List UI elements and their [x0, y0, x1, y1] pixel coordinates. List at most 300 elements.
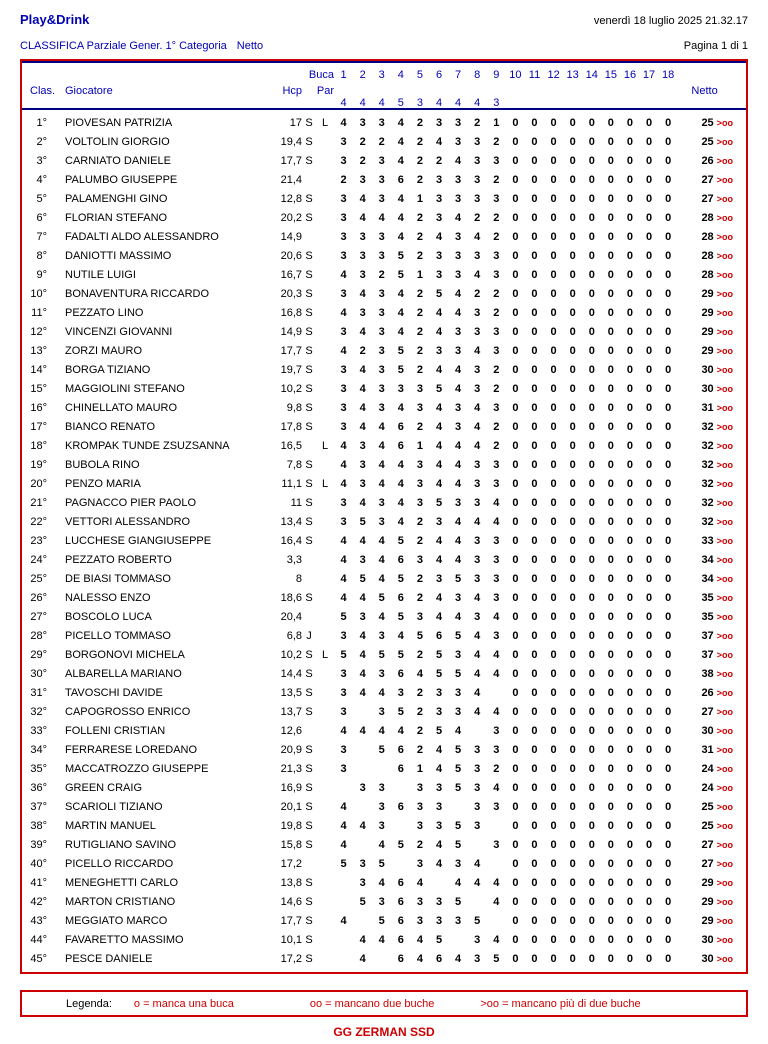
hole-score-cell: 4	[397, 458, 404, 471]
hole-score-cell: 4	[474, 648, 481, 661]
hole-score-cell: 0	[512, 249, 519, 262]
hole-score-cell: 0	[569, 477, 576, 490]
hole-score-cell: 3	[435, 572, 443, 585]
hole-score-cell: 4	[474, 420, 481, 433]
player-row	[22, 911, 746, 930]
hole-score-cell: 0	[645, 363, 653, 376]
hole-score-cell: 3	[474, 610, 481, 623]
hole-score-cell: 0	[531, 610, 538, 623]
hole-score-cell: 4	[359, 496, 366, 509]
missing-holes-flag: >oo	[716, 497, 733, 508]
rank-cell: 6°	[36, 211, 47, 224]
buca-label: Buca	[308, 69, 334, 81]
category-s-cell: S	[305, 344, 313, 357]
hole-score-cell: 0	[645, 401, 653, 414]
hole-score-cell: 4	[340, 458, 347, 471]
hcp-cell: 13,7	[280, 705, 302, 718]
hole-score-cell: 6	[435, 629, 443, 642]
hole-score-cell: 0	[645, 173, 653, 186]
category-s-cell: S	[305, 363, 313, 376]
hole-score-cell: 2	[359, 154, 366, 167]
category-s-cell: S	[305, 154, 313, 167]
hcp-cell: 10,2	[280, 648, 302, 661]
hole-score-cell: 0	[588, 420, 595, 433]
hole-score-cell: 3	[455, 686, 462, 699]
rank-cell: 4°	[36, 173, 47, 186]
hole-score-cell: 0	[626, 933, 634, 946]
hole-score-cell: 0	[569, 819, 576, 832]
hcp-column-label: Hcp	[282, 85, 302, 97]
hole-score-cell: 3	[474, 933, 481, 946]
hole-score-cell: 0	[626, 401, 634, 414]
player-name-cell: PENZO MARIA	[65, 477, 141, 490]
category-s-cell: S	[305, 268, 313, 281]
player-name-cell: ZORZI MAURO	[65, 344, 142, 357]
hole-score-cell: 4	[435, 230, 443, 243]
hole-score-cell: 4	[474, 230, 481, 243]
hole-score-cell: 2	[416, 515, 423, 528]
hole-score-cell: 3	[455, 496, 462, 509]
par-value-header: 3	[416, 97, 423, 109]
netto-value-cell: 27	[701, 173, 714, 186]
hole-score-cell: 5	[455, 895, 462, 908]
hole-score-cell: 3	[455, 116, 462, 129]
footer-club-name: GG ZERMAN SSD	[333, 1025, 435, 1039]
hole-score-cell: 0	[512, 496, 519, 509]
sub-header	[20, 40, 748, 52]
hole-score-cell: 0	[665, 287, 672, 300]
hole-score-cell: 2	[493, 306, 500, 319]
player-name-cell: VETTORI ALESSANDRO	[65, 515, 191, 528]
hole-score-cell: 4	[340, 914, 347, 927]
hole-score-cell: 0	[645, 876, 653, 889]
hole-score-cell: 3	[378, 173, 385, 186]
hole-score-cell: 5	[474, 914, 481, 927]
hole-score-cell: 6	[397, 553, 404, 566]
hole-score-cell: 3	[455, 173, 462, 186]
player-name-cell: CHINELLATO MAURO	[65, 401, 178, 414]
player-name-cell: FOLLENI CRISTIAN	[65, 724, 166, 737]
hole-score-cell: 0	[626, 705, 634, 718]
netto-value-cell: 29	[701, 306, 714, 319]
hole-score-cell: 3	[493, 629, 500, 642]
hole-score-cell: 0	[512, 933, 519, 946]
hole-score-cell: 0	[512, 401, 519, 414]
rank-cell: 11°	[31, 306, 47, 319]
hole-number-header: 9	[493, 69, 500, 81]
hole-score-cell: 4	[359, 211, 366, 224]
hole-score-cell: 0	[569, 762, 576, 775]
hole-score-cell: 2	[340, 173, 347, 186]
player-row	[22, 949, 746, 968]
netto-value-cell: 30	[701, 363, 714, 376]
hcp-cell: 10,1	[280, 933, 302, 946]
category-s-cell: S	[305, 819, 313, 832]
missing-holes-flag: >oo	[716, 478, 733, 489]
hole-score-cell: 3	[474, 325, 481, 338]
hole-score-cell: 0	[645, 192, 653, 205]
hole-score-cell: 4	[455, 515, 462, 528]
netto-value-cell: 37	[701, 648, 714, 661]
hole-score-cell: 3	[493, 838, 500, 851]
hole-score-cell: 2	[416, 838, 423, 851]
hole-score-cell: 4	[455, 458, 462, 471]
hole-score-cell: 0	[607, 629, 614, 642]
rank-cell: 42°	[30, 895, 47, 908]
hole-score-cell: 0	[645, 458, 653, 471]
hole-score-cell: 5	[340, 857, 347, 870]
hole-score-cell: 0	[569, 154, 576, 167]
hole-score-cell: 0	[550, 268, 557, 281]
hole-score-cell: 3	[455, 914, 462, 927]
hole-score-cell: 0	[512, 648, 519, 661]
netto-value-cell: 35	[701, 591, 714, 604]
hole-score-cell: 0	[569, 705, 576, 718]
category-s-cell: S	[305, 515, 313, 528]
hole-score-cell: 0	[607, 458, 614, 471]
player-row	[22, 132, 746, 151]
netto-value-cell: 25	[701, 116, 714, 129]
hole-score-cell: 5	[378, 743, 385, 756]
hole-score-cell: 0	[550, 952, 557, 965]
hole-score-cell: 3	[340, 686, 347, 699]
hole-score-cell: 0	[607, 534, 614, 547]
par-value-header: 5	[397, 97, 404, 109]
hole-score-cell: 0	[588, 230, 595, 243]
hole-score-cell: 2	[493, 762, 500, 775]
hole-score-cell: 0	[645, 572, 653, 585]
par-value-header: 4	[455, 97, 462, 109]
player-name-cell: ALBARELLA MARIANO	[65, 667, 182, 680]
hole-score-cell: 5	[397, 268, 404, 281]
hole-score-cell: 0	[645, 135, 653, 148]
category-s-cell: S	[305, 743, 313, 756]
hole-score-cell: 0	[665, 515, 672, 528]
hole-score-cell: 4	[493, 895, 500, 908]
hole-score-cell: 0	[645, 477, 653, 490]
player-row	[22, 265, 746, 284]
category-s-cell: J	[306, 629, 312, 642]
hole-score-cell: 6	[397, 952, 404, 965]
giocatore-column-label: Giocatore	[65, 85, 113, 97]
hole-score-cell: 0	[569, 724, 576, 737]
hole-score-cell: 0	[607, 211, 614, 224]
player-row	[22, 835, 746, 854]
rank-cell: 24°	[30, 553, 47, 566]
hole-score-cell: 0	[665, 325, 672, 338]
hole-score-cell: 3	[455, 705, 462, 718]
hole-score-cell: 0	[588, 211, 595, 224]
hole-score-cell: 2	[416, 648, 423, 661]
rank-cell: 9°	[36, 268, 47, 281]
hole-score-cell: 2	[493, 439, 500, 452]
hole-score-cell: 0	[645, 534, 653, 547]
rank-cell: 19°	[30, 458, 47, 471]
hcp-cell: 6,8	[286, 629, 302, 642]
hole-score-cell: 0	[588, 458, 595, 471]
hole-score-cell: 4	[435, 363, 443, 376]
hole-score-cell: 0	[512, 439, 519, 452]
hole-score-cell: 0	[531, 306, 538, 319]
hole-score-cell: 0	[645, 325, 653, 338]
hole-score-cell: 3	[435, 781, 443, 794]
hole-score-cell: 4	[455, 306, 462, 319]
hole-score-cell: 0	[665, 819, 672, 832]
hole-score-cell: 0	[607, 705, 614, 718]
rank-cell: 28°	[30, 629, 47, 642]
hole-score-cell: 4	[359, 933, 366, 946]
hole-score-cell: 0	[665, 211, 672, 224]
missing-holes-flag: >oo	[716, 421, 733, 432]
hole-score-cell: 0	[665, 363, 672, 376]
hole-score-cell: 2	[378, 268, 385, 281]
hole-score-cell: 0	[569, 230, 576, 243]
hole-score-cell: 0	[550, 230, 557, 243]
hole-score-cell: 0	[645, 287, 653, 300]
hole-score-cell: 4	[435, 477, 443, 490]
hole-score-cell: 0	[569, 458, 576, 471]
player-name-cell: BORGA TIZIANO	[65, 363, 151, 376]
hole-score-cell: 0	[588, 572, 595, 585]
hole-number-header: 4	[397, 69, 404, 81]
netto-value-cell: 31	[701, 401, 714, 414]
hole-score-cell: 3	[397, 686, 404, 699]
player-row	[22, 417, 746, 436]
hole-score-cell: 3	[378, 192, 385, 205]
missing-holes-flag: >oo	[716, 440, 733, 451]
category-s-cell: S	[305, 591, 313, 604]
hole-score-cell: 0	[512, 724, 519, 737]
category-s-cell: S	[305, 952, 313, 965]
hole-score-cell: 2	[416, 686, 423, 699]
hole-score-cell: 0	[607, 344, 614, 357]
hole-score-cell: 3	[474, 363, 481, 376]
hole-score-cell: 0	[531, 876, 538, 889]
hole-score-cell: 4	[474, 268, 481, 281]
hole-score-cell: 4	[359, 534, 366, 547]
hole-score-cell: 0	[531, 819, 538, 832]
hole-score-cell: 3	[378, 154, 385, 167]
hole-score-cell: 4	[455, 724, 462, 737]
hole-score-cell: 4	[455, 876, 462, 889]
rank-cell: 29°	[30, 648, 47, 661]
player-name-cell: TAVOSCHI DAVIDE	[65, 686, 163, 699]
netto-value-cell: 30	[701, 952, 714, 965]
hole-score-cell: 0	[645, 686, 653, 699]
category-s-cell: S	[305, 287, 313, 300]
hole-score-cell: 4	[435, 420, 443, 433]
missing-holes-flag: >oo	[716, 668, 733, 679]
hcp-cell: 20,2	[280, 211, 302, 224]
hole-score-cell: 6	[397, 914, 404, 927]
hole-score-cell: 0	[588, 629, 595, 642]
hole-score-cell: 1	[416, 268, 423, 281]
hole-score-cell: 0	[569, 800, 576, 813]
hole-score-cell: 0	[512, 192, 519, 205]
hole-score-cell: 0	[607, 287, 614, 300]
hole-score-cell: 0	[665, 534, 672, 547]
hcp-cell: 16,5	[280, 439, 302, 452]
hole-score-cell: 4	[340, 306, 347, 319]
player-name-cell: PAGNACCO PIER PAOLO	[65, 496, 197, 509]
hole-score-cell: 0	[607, 781, 614, 794]
hole-score-cell: 0	[531, 382, 538, 395]
hole-score-cell: 3	[359, 116, 366, 129]
netto-value-cell: 34	[701, 572, 714, 585]
hole-score-cell: 3	[474, 173, 481, 186]
hole-score-cell: 0	[550, 572, 557, 585]
player-name-cell: LUCCHESE GIANGIUSEPPE	[65, 534, 212, 547]
player-row	[22, 512, 746, 531]
hole-score-cell: 0	[550, 249, 557, 262]
hole-score-cell: 3	[340, 420, 347, 433]
hole-score-cell: 0	[512, 116, 519, 129]
hcp-cell: 18,6	[280, 591, 302, 604]
hole-score-cell: 0	[645, 591, 653, 604]
hole-score-cell: 4	[455, 952, 462, 965]
player-row	[22, 778, 746, 797]
hcp-cell: 20,6	[280, 249, 302, 262]
table-header	[22, 61, 746, 110]
hole-score-cell: 2	[416, 705, 423, 718]
netto-value-cell: 28	[701, 211, 714, 224]
hole-score-cell: 5	[455, 629, 462, 642]
netto-value-cell: 26	[701, 686, 714, 699]
hole-score-cell: 0	[588, 648, 595, 661]
hole-score-cell: 0	[531, 781, 538, 794]
player-row	[22, 170, 746, 189]
hole-score-cell: 0	[550, 781, 557, 794]
netto-value-cell: 29	[701, 325, 714, 338]
hole-score-cell: 4	[474, 401, 481, 414]
player-row	[22, 569, 746, 588]
hole-score-cell: 0	[550, 192, 557, 205]
hole-score-cell: 0	[607, 249, 614, 262]
hole-score-cell: 0	[569, 667, 576, 680]
hole-score-cell: 5	[397, 249, 404, 262]
hole-score-cell: 4	[397, 325, 404, 338]
hole-score-cell: 0	[569, 306, 576, 319]
hcp-cell: 11,1	[281, 477, 302, 490]
missing-holes-flag: >oo	[716, 288, 733, 299]
hole-score-cell: 0	[512, 534, 519, 547]
hole-score-cell: 0	[531, 458, 538, 471]
hole-score-cell: 3	[493, 724, 500, 737]
player-name-cell: SCARIOLI TIZIANO	[65, 800, 163, 813]
hole-score-cell: 3	[493, 249, 500, 262]
category-s-cell: S	[305, 382, 313, 395]
hole-score-cell: 3	[474, 819, 481, 832]
hole-score-cell: 0	[607, 800, 614, 813]
hole-score-cell: 2	[493, 173, 500, 186]
hole-score-cell: 0	[512, 382, 519, 395]
hole-score-cell: 0	[531, 325, 538, 338]
hole-score-cell: 0	[645, 762, 653, 775]
hole-score-cell: 4	[359, 401, 366, 414]
hole-score-cell: 2	[416, 591, 423, 604]
hole-score-cell: 4	[359, 629, 366, 642]
hole-score-cell: 0	[531, 705, 538, 718]
hole-score-cell: 0	[512, 173, 519, 186]
rank-cell: 10°	[30, 287, 47, 300]
hole-score-cell: 4	[340, 572, 347, 585]
hole-score-cell: 0	[569, 952, 576, 965]
hole-score-cell: 0	[607, 306, 614, 319]
hole-score-cell: 0	[588, 287, 595, 300]
hole-score-cell: 0	[665, 116, 672, 129]
hole-score-cell: 3	[493, 458, 500, 471]
hole-score-cell: 3	[378, 496, 385, 509]
hole-score-cell: 0	[665, 686, 672, 699]
hole-score-cell: 0	[550, 439, 557, 452]
category-s-cell: S	[305, 876, 313, 889]
player-name-cell: GREEN CRAIG	[65, 781, 143, 794]
hole-score-cell: 0	[550, 173, 557, 186]
missing-holes-flag: >oo	[716, 269, 733, 280]
hole-score-cell: 0	[588, 135, 595, 148]
hole-score-cell: 0	[531, 515, 538, 528]
hole-score-cell: 0	[665, 743, 672, 756]
hole-score-cell: 2	[416, 211, 423, 224]
hole-score-cell: 4	[340, 553, 347, 566]
netto-value-cell: 27	[701, 192, 714, 205]
hole-score-cell: 0	[588, 344, 595, 357]
hole-score-cell: 0	[512, 325, 519, 338]
player-name-cell: KROMPAK TUNDE ZSUZSANNA	[65, 439, 230, 452]
par-value-header: 4	[359, 97, 366, 109]
hole-score-cell: 4	[474, 439, 481, 452]
hole-score-cell: 0	[665, 382, 672, 395]
hole-score-cell: 4	[378, 553, 385, 566]
hole-score-cell: 0	[512, 344, 519, 357]
hole-score-cell: 4	[359, 667, 366, 680]
hole-score-cell: 0	[588, 116, 595, 129]
player-name-cell: MAGGIOLINI STEFANO	[65, 382, 185, 395]
hole-score-cell: 5	[455, 572, 462, 585]
hcp-cell: 16,7	[280, 268, 302, 281]
hcp-cell: 20,9	[280, 743, 302, 756]
hole-score-cell: 5	[435, 648, 443, 661]
hole-score-cell: 3	[435, 249, 443, 262]
hole-score-cell: 0	[531, 192, 538, 205]
player-row	[22, 740, 746, 759]
hcp-cell: 14,6	[280, 895, 302, 908]
netto-value-cell: 31	[701, 743, 714, 756]
rank-cell: 38°	[30, 819, 47, 832]
hole-score-cell: 0	[588, 306, 595, 319]
hole-score-cell: 0	[645, 610, 653, 623]
missing-holes-flag: >oo	[716, 459, 733, 470]
category-s-cell: S	[305, 211, 313, 224]
hole-score-cell: 0	[588, 724, 595, 737]
hole-score-cell: 3	[493, 477, 500, 490]
hole-score-cell: 0	[665, 553, 672, 566]
hole-score-cell: 3	[416, 914, 423, 927]
hole-score-cell: 0	[607, 382, 614, 395]
rank-cell: 7°	[36, 230, 47, 243]
hcp-cell: 20,1	[280, 800, 302, 813]
hole-score-cell: 0	[645, 382, 653, 395]
hole-score-cell: 5	[455, 819, 462, 832]
hole-score-cell: 3	[359, 876, 366, 889]
missing-holes-flag: >oo	[716, 383, 733, 394]
rank-cell: 3°	[36, 154, 47, 167]
hole-score-cell: 5	[435, 382, 443, 395]
hole-score-cell: 0	[569, 268, 576, 281]
hole-score-cell: 0	[588, 762, 595, 775]
hole-score-cell: 0	[665, 724, 672, 737]
hole-score-cell: 5	[359, 895, 366, 908]
